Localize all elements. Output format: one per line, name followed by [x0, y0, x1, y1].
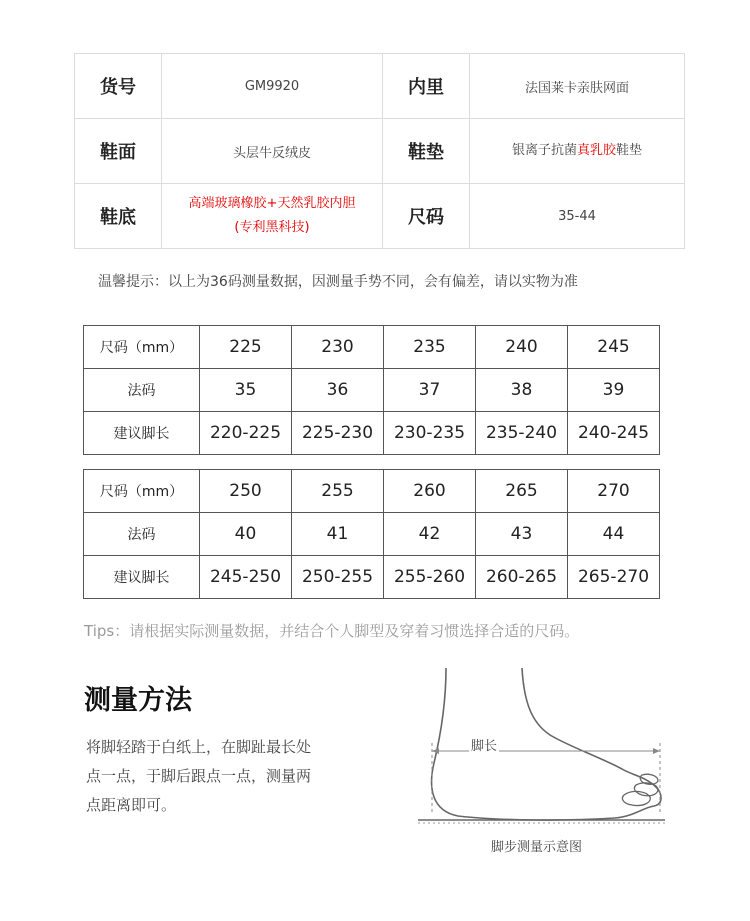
spec-label-sole: 鞋底: [75, 184, 162, 249]
size-cell: 230: [292, 326, 384, 369]
size-cell: 245-250: [200, 556, 292, 599]
size-cell: 42: [384, 513, 476, 556]
row-label-eu: 法码: [84, 513, 200, 556]
size-cell: 43: [476, 513, 568, 556]
row-label-foot-length: 建议脚长: [84, 556, 200, 599]
foot-diagram-caption: 脚步测量示意图: [491, 840, 583, 855]
size-cell: 225: [200, 326, 292, 369]
method-title: 测量方法: [84, 685, 192, 716]
size-cell: 255-260: [384, 556, 476, 599]
size-cell: 255: [292, 470, 384, 513]
measurement-notice: 温馨提示：以上为36码测量数据，因测量手势不同，会有偏差，请以实物为准: [98, 274, 578, 290]
spec-label-size: 尺码: [383, 184, 470, 249]
size-cell: 240: [476, 326, 568, 369]
method-description: [86, 733, 386, 820]
row-label-mm: 尺码（mm）: [84, 470, 200, 513]
size-row-mm: [84, 470, 660, 513]
foot-illustration: [410, 663, 670, 828]
size-cell: 260-265: [476, 556, 568, 599]
spec-value-insole: [470, 119, 685, 184]
size-cell: 260: [384, 470, 476, 513]
size-cell: 44: [568, 513, 660, 556]
size-cell: 39: [568, 369, 660, 412]
size-row-foot-length: [84, 556, 660, 599]
insole-text-c: 鞋垫: [616, 143, 643, 158]
spec-label-insole: 鞋垫: [383, 119, 470, 184]
size-cell: 245: [568, 326, 660, 369]
spec-value-lining: 法国莱卡亲肤网面: [470, 54, 685, 119]
size-cell: 265: [476, 470, 568, 513]
size-table-2: [83, 469, 660, 599]
spec-table: [74, 53, 685, 249]
sole-text-line2: (专利黑科技): [234, 220, 310, 235]
size-cell: 40: [200, 513, 292, 556]
size-cell: 250-255: [292, 556, 384, 599]
size-cell: 36: [292, 369, 384, 412]
spec-label-item-no: 货号: [75, 54, 162, 119]
insole-text-a: 银离子抗菌: [511, 143, 577, 158]
toe-shape: [622, 791, 650, 805]
spec-label-upper: 鞋面: [75, 119, 162, 184]
size-row-mm: [84, 326, 660, 369]
spec-row: [75, 119, 685, 184]
size-row-foot-length: [84, 412, 660, 455]
size-cell: 240-245: [568, 412, 660, 455]
method-desc-line: 点距离即可。: [86, 796, 177, 814]
foot-length-label: 脚长: [469, 735, 499, 754]
size-row-eu: [84, 513, 660, 556]
size-cell: 37: [384, 369, 476, 412]
spec-row: [75, 184, 685, 249]
tips-text: Tips：请根据实际测量数据，并结合个人脚型及穿着习惯选择合适的尺码。: [84, 622, 580, 640]
size-cell: 265-270: [568, 556, 660, 599]
size-cell: 225-230: [292, 412, 384, 455]
size-table-1: [83, 325, 660, 455]
foot-outline: [432, 668, 661, 820]
spec-row: [75, 54, 685, 119]
size-cell: 235: [384, 326, 476, 369]
size-cell: 230-235: [384, 412, 476, 455]
row-label-eu: 法码: [84, 369, 200, 412]
size-cell: 41: [292, 513, 384, 556]
method-desc-line: 点一点，于脚后跟点一点，测量两: [86, 767, 312, 785]
method-desc-line: 将脚轻踏于白纸上，在脚趾最长处: [86, 738, 312, 756]
spec-value-sole: [162, 184, 383, 249]
spec-value-upper: 头层牛反绒皮: [162, 119, 383, 184]
arrowhead-right: [653, 748, 660, 754]
size-cell: 270: [568, 470, 660, 513]
row-label-foot-length: 建议脚长: [84, 412, 200, 455]
size-cell: 35: [200, 369, 292, 412]
spec-label-lining: 内里: [383, 54, 470, 119]
size-cell: 38: [476, 369, 568, 412]
size-cell: 220-225: [200, 412, 292, 455]
spec-value-size: 35-44: [470, 184, 685, 249]
size-row-eu: [84, 369, 660, 412]
row-label-mm: 尺码（mm）: [84, 326, 200, 369]
sole-text-line1: 高端玻璃橡胶+天然乳胶内胆: [188, 196, 356, 211]
size-cell: 235-240: [476, 412, 568, 455]
size-cell: 250: [200, 470, 292, 513]
insole-highlight: 真乳胶: [576, 143, 616, 158]
spec-value-item-no: GM9920: [162, 54, 383, 119]
